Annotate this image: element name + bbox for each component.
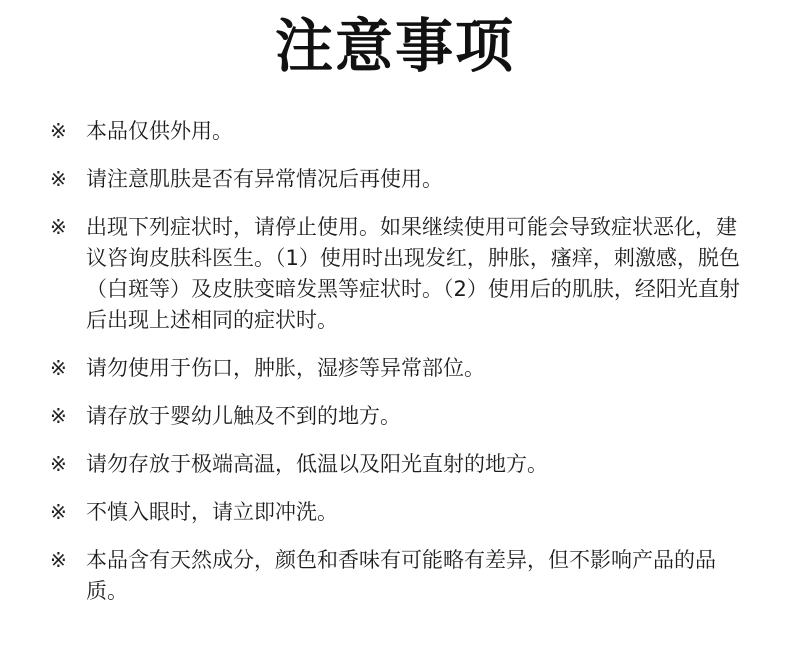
list-item	[50, 401, 740, 432]
notice-text: 请勿存放于极端高温，低温以及阳光直射的地方。	[86, 452, 548, 476]
list-item	[50, 497, 740, 528]
reference-mark-icon: ※	[50, 500, 67, 524]
reference-mark-icon: ※	[50, 356, 67, 380]
reference-mark-icon: ※	[50, 452, 67, 476]
notice-text: 本品含有天然成分，颜色和香味有可能略有差异，但不影响产品的品质。	[86, 548, 716, 603]
list-item	[50, 116, 740, 147]
notice-text: 出现下列症状时，请停止使用。如果继续使用可能会导致症状恶化，建议咨询皮肤科医生。（1）使用时出现发红，肿胀，瘙痒，刺激感，脱色（白斑等）及皮肤变暗发黑等症状时。（2）使用后的肌肤，经阳光直射后出现上述相同的症状时。	[86, 215, 740, 332]
page-title: 注意事项	[274, 12, 515, 80]
reference-mark-icon: ※	[50, 167, 67, 191]
notice-text: 请注意肌肤是否有异常情况后再使用。	[86, 167, 443, 191]
list-item	[50, 164, 740, 195]
reference-mark-icon: ※	[50, 215, 67, 239]
list-item	[50, 212, 740, 336]
notice-text: 请勿使用于伤口，肿胀，湿疹等异常部位。	[86, 356, 485, 380]
list-item	[50, 449, 740, 480]
list-item	[50, 545, 740, 607]
reference-mark-icon: ※	[50, 119, 67, 143]
reference-mark-icon: ※	[50, 548, 67, 572]
list-item	[50, 353, 740, 384]
reference-mark-icon: ※	[50, 404, 67, 428]
notice-list	[50, 116, 740, 624]
notice-text: 不慎入眼时，请立即冲洗。	[86, 500, 338, 524]
notice-text: 请存放于婴幼儿触及不到的地方。	[86, 404, 401, 428]
notice-text: 本品仅供外用。	[86, 119, 233, 143]
